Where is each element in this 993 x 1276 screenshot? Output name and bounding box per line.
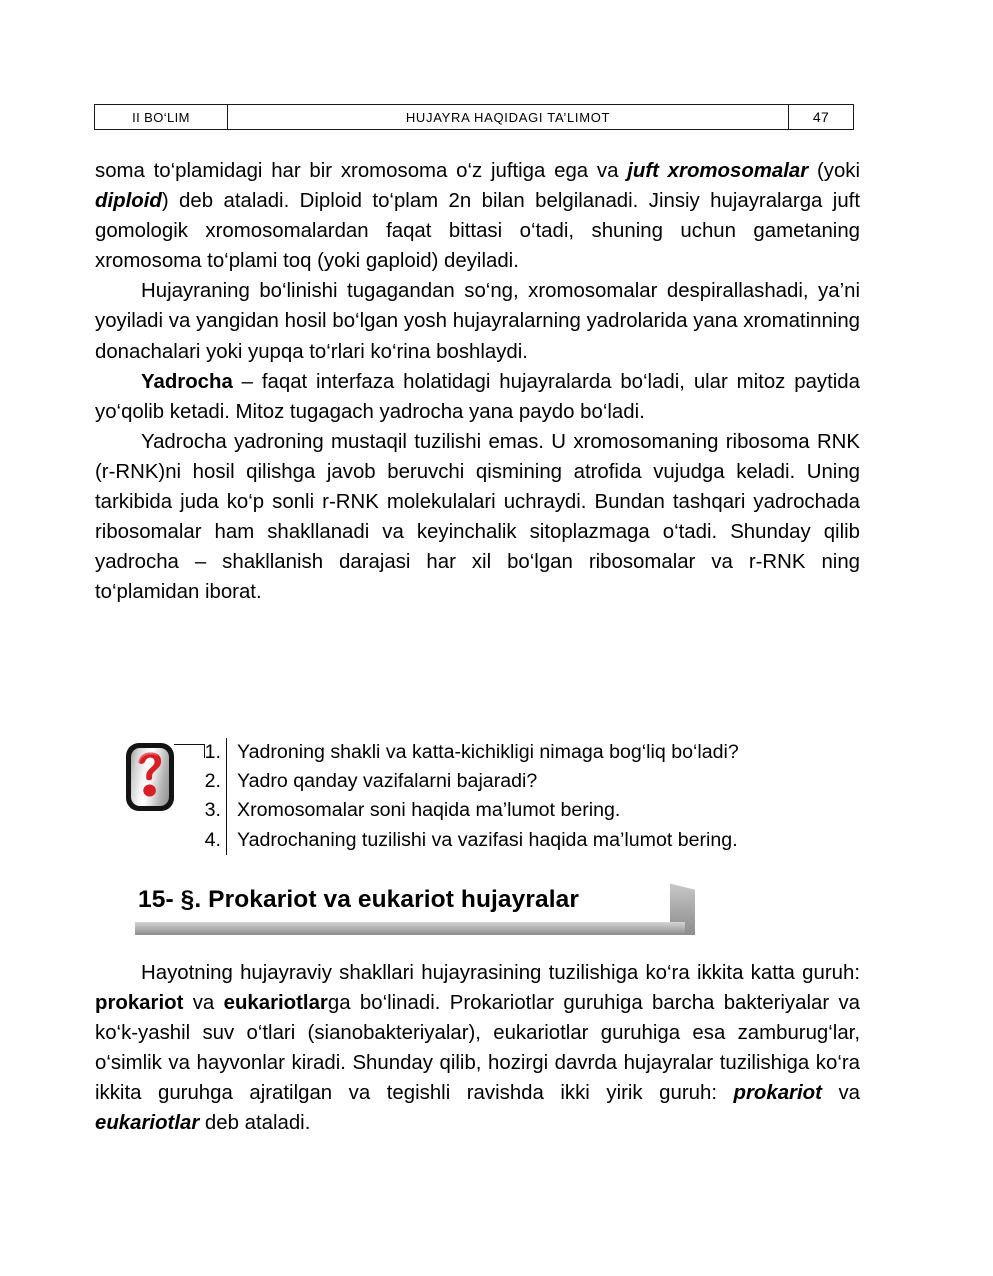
questions-list: [197, 738, 857, 855]
question-item: [197, 738, 857, 767]
pa-part-1: Hayotning hujayraviy shakllari hujayrasining tuzilishiga ko‘ra ikkita katta guruh:: [141, 962, 860, 984]
question-text: Xromosomalar soni haqida ma’lumot bering.: [237, 799, 621, 822]
header-title: HUJAYRA HAQIDAGI TA’LIMOT: [228, 105, 789, 129]
pa-part-2: va: [183, 992, 224, 1015]
question-number: 2.: [197, 767, 227, 796]
question-number: 3.: [197, 796, 227, 825]
page-number: 47: [812, 109, 830, 125]
p1-part-2: (yoki: [808, 160, 861, 182]
body-content-after: [95, 958, 860, 1139]
p3-term: Yadrocha: [141, 370, 233, 393]
pa-bold-2: eukariotlar: [223, 992, 328, 1015]
pa-part-5: deb ataladi.: [199, 1112, 311, 1135]
pa-emphasis-2: eukariotlar: [95, 1112, 200, 1135]
question-item: [197, 767, 857, 796]
question-number: 4.: [197, 826, 227, 855]
paragraph-1: [95, 156, 860, 276]
paragraph-3: [95, 367, 860, 427]
questions-block: [95, 738, 860, 856]
section-heading-title: 15- §. Prokariot va eukariot hujayralar: [125, 877, 670, 922]
question-item: [197, 826, 857, 855]
pa-part-4: va: [821, 1082, 860, 1105]
heading-underline-bar: [135, 922, 685, 935]
pa-bold-1: prokariot: [95, 992, 184, 1015]
question-text: Yadro qanday vazifalarni bajaradi?: [237, 770, 538, 793]
section-heading-block: [125, 877, 695, 935]
icon-question-glyph: [126, 743, 174, 811]
paragraph-after-1: [95, 958, 860, 1139]
question-mark-icon: [126, 743, 174, 811]
running-header: [94, 104, 854, 130]
p1-part-3: ) deb ataladi. Diploid to‘plam 2n bilan belgilanadi. Jinsiy hujayralarga juft gomologik xromosomalardan faqat bittasi o‘tadi, shuning uchun gametaning xromosoma to‘plami toq (yoki gaploid) deyiladi.: [95, 190, 860, 273]
question-text: Yadroning shakli va katta-kichikligi nimaga bog‘liq bo‘ladi?: [237, 741, 739, 763]
header-section-label: II BO‘LIM: [95, 105, 228, 129]
pa-emphasis-1: prokariot: [733, 1082, 822, 1105]
paragraph-4: Yadrocha yadroning mustaqil tuzilishi emas. U xromosomaning ribosoma RNK (r-RNK)ni hosil qilishga javob beruvchi qismining atrofida vujudga keladi. Uning tarkibida juda ko‘p sonli r-RNK molekulalari uchraydi. Bundan tashqari yadrochada ribosomalar ham shakllanadi va keyinchalik sitoplazmaga o‘tadi. Shunday qilib yadrocha – shakllanish darajasi har xil bo‘lgan ribosomalar va r-RNK ning to‘plamidan iborat.: [95, 430, 860, 604]
p1-part-1: soma to‘plamidagi har bir xromosoma o‘z juftiga ega va: [95, 160, 628, 182]
p1-emphasis-2: diploid: [95, 190, 162, 213]
paragraph-2: Hujayraning bo‘linishi tugagandan so‘ng, xromosomalar despirallashadi, ya’ni yoyiladi va yangidan hosil bo‘lgan yosh hujayralarning yadrolarida yana xromatinning donachalari yoki yupqa to‘rlari ko‘rina boshlaydi.: [95, 280, 860, 363]
question-text: Yadrochaning tuzilishi va vazifasi haqida ma’lumot bering.: [237, 828, 738, 851]
question-item: [197, 796, 857, 825]
p1-emphasis-1: juft xromosomalar: [627, 160, 809, 182]
pa-part-3: ga bo‘linadi. Prokariotlar guruhiga barcha bakteriyalar va ko‘k-yashil suv o‘tlari (sianobakteriyalar), eukariotlar guruhiga esa zamburug‘lar, o‘simlik va hayvonlar kiradi. Shunday qilib, hozirgi davrda hujayralar tuzilishiga ko‘ra ikkita guruhga ajratilgan va tegishli ravishda ikki yirik guruh:: [95, 992, 860, 1105]
body-content: [95, 156, 860, 607]
question-number: 1.: [197, 738, 227, 767]
p3-rest: – faqat interfaza holatidagi hujayralarda bo‘ladi, ular mitoz paytida yo‘qolib ketadi. Mitoz tugagach yadrocha yana paydo bo‘ladi.: [95, 370, 860, 423]
